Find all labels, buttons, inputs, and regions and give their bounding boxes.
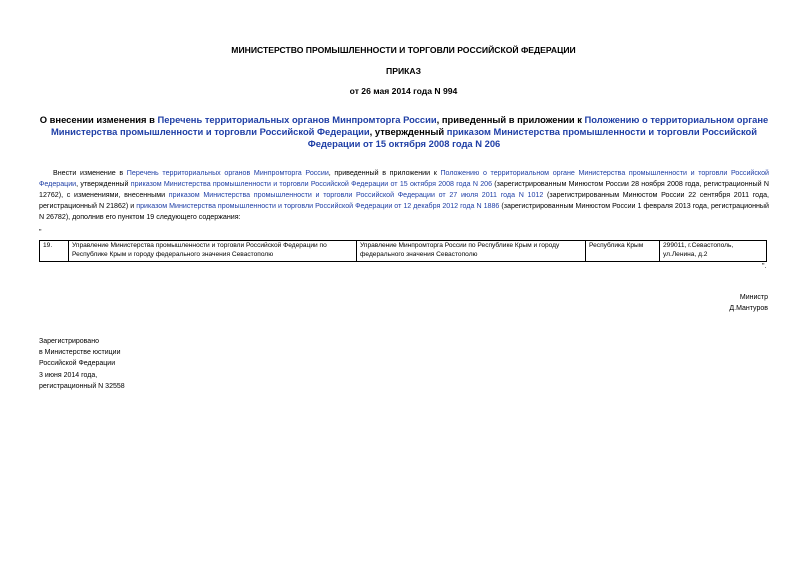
organ-full-name: Управление Министерства промышленности и торговли Российской Федерации по Республике Крым и городу федерального значения Севастополю — [69, 241, 357, 262]
row-number: 19. — [40, 241, 69, 262]
closing-quote: ". — [762, 263, 767, 270]
organ-address: 299011, г.Севастополь, ул.Ленина, д.2 — [660, 241, 767, 262]
document-title — [34, 114, 774, 151]
signer-position: Министр — [739, 294, 768, 301]
title-link-regulation[interactable]: Положению о территориальном органе Министерства промышленности и торговли Российской Федерации — [50, 114, 769, 138]
body-text: Внести изменение в — [53, 169, 127, 177]
table-row — [40, 241, 767, 262]
registration-number: регистрационный N 32558 — [39, 382, 125, 390]
order-paragraph — [39, 168, 769, 223]
body-link-list[interactable]: Перечень территориальных органов Минпромторга России — [126, 169, 329, 177]
opening-quote: " — [39, 229, 42, 236]
body-link-regulation[interactable]: Положению о территориальном органе Министерства промышленности и торговли Российской Федерации — [39, 169, 770, 188]
registration-block — [39, 336, 125, 392]
document-date-number: от 26 мая 2014 года N 994 — [349, 86, 458, 96]
registration-line: в Министерстве юстиции — [39, 349, 121, 357]
body-link-order-1012[interactable]: приказом Министерства промышленности и торговли Российской Федерации от 27 июля 2011 года N 1012 — [168, 190, 544, 199]
title-link-order-206[interactable]: приказом Министерства промышленности и торговли Российской Федерации от 15 октября 2008 года N 206 — [307, 126, 758, 150]
registration-line: Зарегистрировано — [39, 338, 99, 345]
signature-block — [729, 292, 768, 314]
body-link-order-206[interactable]: приказом Министерства промышленности и торговли Российской Федерации от 15 октября 2008 года N 206 — [130, 179, 493, 188]
body-text: (зарегистрированным Минюстом России 1 февраля 2013 года, регистрационный N 26782), дополнив его пунктом 19 следующего содержания: — [39, 201, 769, 221]
territorial-organs-table — [39, 240, 767, 262]
body-text: (зарегистрированным Минюстом России 22 сентября 2011 года, регистрационный N 21862) и — [39, 190, 769, 210]
organ-short-name: Управление Минпромторга России по Республике Крым и городу федерального значения Севастополю — [357, 241, 586, 262]
body-text: , приведенный в приложении к — [328, 169, 441, 177]
body-link-order-1886[interactable]: приказом Министерства промышленности и торговли Российской Федерации от 12 декабря 2012 года N 1886 — [136, 201, 500, 210]
title-text: , утвержденный — [369, 126, 447, 138]
registration-line: Российской Федерации — [39, 360, 116, 368]
title-link-list[interactable]: Перечень территориальных органов Минпромторга России — [157, 114, 437, 125]
body-text: (зарегистрированным Минюстом России 28 ноября 2008 года, регистрационный N 12762), с изменениями, внесенными — [39, 179, 769, 199]
organ-region: Республика Крым — [586, 241, 660, 262]
signer-name: Д.Мантуров — [729, 305, 768, 312]
document-type: ПРИКАЗ — [386, 66, 421, 76]
registration-date: 3 июня 2014 года, — [39, 371, 98, 379]
body-text: , утвержденный — [76, 179, 131, 188]
ministry-heading: МИНИСТЕРСТВО ПРОМЫШЛЕННОСТИ И ТОРГОВЛИ РОССИЙСКОЙ ФЕДЕРАЦИИ — [231, 45, 576, 55]
title-text: , приведенный в приложении к — [436, 114, 585, 125]
title-text: О внесении изменения в — [39, 114, 158, 125]
